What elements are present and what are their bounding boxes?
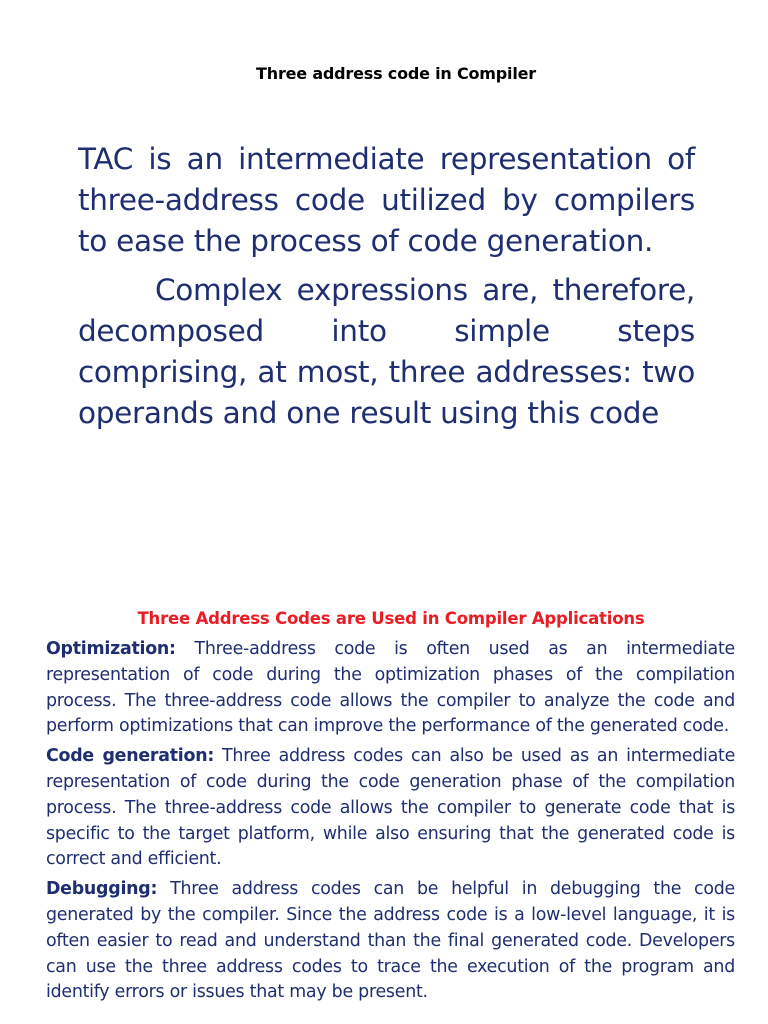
intro-section — [78, 139, 695, 434]
application-term: Code generation: — [46, 746, 215, 767]
intro-paragraph-2: Complex expressions are, therefore, decomposed into simple steps comprising, at most, three addresses: two operands and one result using this code — [78, 273, 695, 430]
applications-list — [46, 637, 735, 1010]
application-description: Three address codes can be helpful in debugging the code generated by the compiler. Since the address code is a low-level language, it is often easier to read and understand than the final generated code. Developers can use the three address codes to trace the execution of the program and identify errors or issues that may be present. — [46, 879, 735, 1003]
applications-heading: Three Address Codes are Used in Compiler Applications — [137, 609, 645, 628]
application-item-code-generation — [46, 744, 735, 873]
application-term: Optimization: — [46, 639, 176, 659]
application-item-optimization — [46, 637, 735, 740]
application-description: Three address codes can also be used as an intermediate representation of code during the code generation phase of the compilation process. The three-address code allows the compiler to generate code that is specific to the target platform, while also ensuring that the generated code is correct and efficient. — [46, 746, 736, 870]
intro-paragraph-1: TAC is an intermediate representation of three-address code utilized by compilers to ease the process of code generation. — [78, 142, 695, 258]
page-title: Three address code in Compiler — [256, 64, 536, 83]
application-term: Debugging: — [46, 879, 158, 900]
application-description: Three-address code is often used as an intermediate representation of code during the optimization phases of the compilation process. The three-address code allows the compiler to analyze the code and perform optimizations that can improve the performance of the generated code. — [46, 639, 735, 737]
application-item-debugging — [46, 877, 735, 1006]
